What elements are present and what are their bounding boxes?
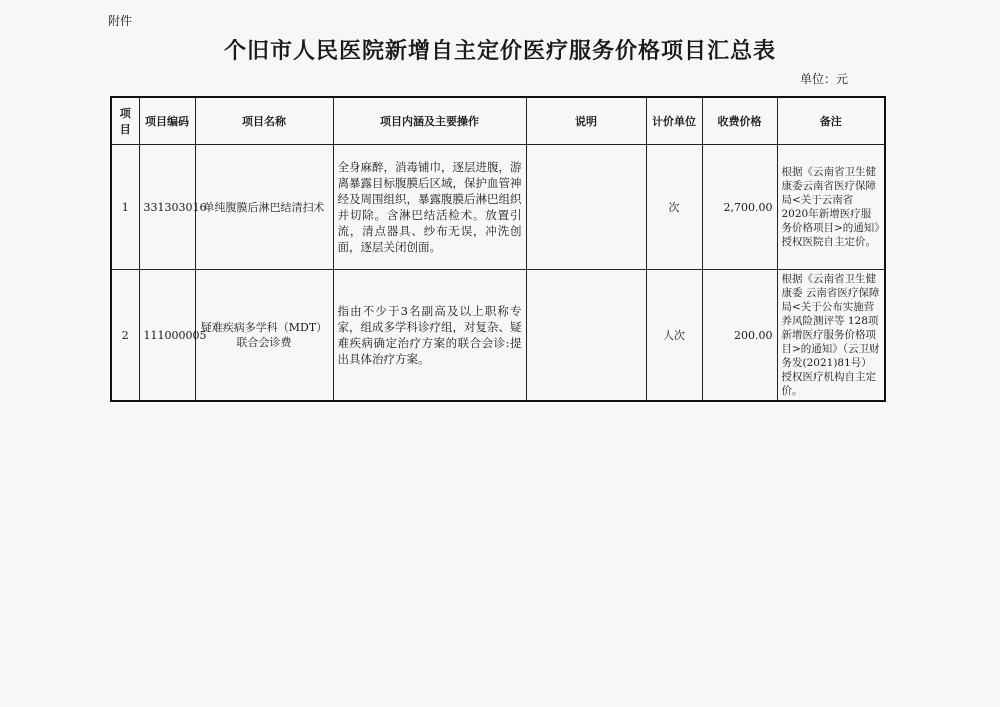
table-row (111, 145, 885, 270)
cell-index: 1 (111, 145, 139, 270)
cell-code: 111000005 (139, 270, 195, 402)
cell-description (526, 270, 646, 402)
cell-content: 指由不少于3名副高及以上职称专家，组成多学科诊疗组，对复杂、疑难疾病确定治疗方案的联合会诊:提出具体治疗方案。 (333, 270, 526, 402)
cell-index: 2 (111, 270, 139, 402)
cell-description (526, 145, 646, 270)
page-title: 个旧市人民医院新增自主定价医疗服务价格项目汇总表 (223, 38, 776, 64)
col-header-name: 项目名称 (195, 97, 333, 145)
cell-remark: 根据《云南省卫生健康委 云南省医疗保障局<关于公布实施营养风险测评等 128项新增医疗服务价格项目>的通知》（云卫财务发(2021)81号）授权医疗机构自主定价。 (777, 270, 885, 402)
col-header-content: 项目内涵及主要操作 (333, 97, 526, 145)
col-header-description: 说明 (526, 97, 646, 145)
cell-price: 2,700.00 (702, 145, 777, 270)
col-header-code: 项目编码 (139, 97, 195, 145)
cell-unit: 次 (646, 145, 702, 270)
table-row (111, 270, 885, 402)
col-header-remark: 备注 (777, 97, 885, 145)
price-table (110, 96, 886, 402)
cell-unit: 人次 (646, 270, 702, 402)
col-header-unit: 计价单位 (646, 97, 702, 145)
cell-remark: 根据《云南省卫生健康委云南省医疗保障局<关于云南省 2020年新增医疗服务价格项目>的通知》授权医院自主定价。 (777, 145, 885, 270)
cell-price: 200.00 (702, 270, 777, 402)
cell-name: 疑难疾病多学科（MDT）联合会诊费 (195, 270, 333, 402)
cell-name: 单纯腹膜后淋巴结清扫术 (195, 145, 333, 270)
cell-content: 全身麻醉，消毒铺巾，逐层进腹，游离暴露目标腹膜后区域，保护血管神经及周围组织，暴露腹膜后淋巴组织并切除。含淋巴结活检术。放置引流，清点器具、纱布无误，冲洗创面，逐层关闭创面。 (333, 145, 526, 270)
cell-code: 331303016 (139, 145, 195, 270)
table-header-row (111, 97, 885, 145)
unit-label: 单位：元 (800, 72, 849, 86)
col-header-index: 项目 (111, 97, 139, 145)
col-header-price: 收费价格 (702, 97, 777, 145)
attachment-label: 附件 (108, 14, 133, 28)
